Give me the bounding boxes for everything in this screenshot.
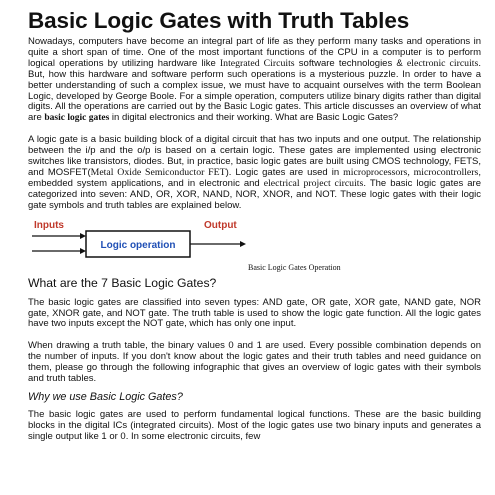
intro-text-3: . But, how this hardware and software perform such operations is a mysterious puzzle. In order to have a better understanding of such a complex issue, we must have to acquaint ourselves with the term Boolean Logic, developed by George Boole. For a simple operation, computers utilize binary digits rather than digital digits. All the operations are carried out by the Basic Logic gates. This article discusses an overview of what are <box>28 57 481 124</box>
def-text-2: ). Logic gates are used in <box>225 166 344 178</box>
def-link-micro: microprocessors, microcontrollers <box>343 166 479 178</box>
intro-paragraph <box>28 37 481 124</box>
truth-table-paragraph: When drawing a truth table, the binary values 0 and 1 are used. Every possible combination depends on the number of inputs. If you don't know about the logic gates and their truth tables and need guidance on them, please go through the following infographic that gives an overview of logic gates with their symbols and truth tables. <box>28 340 481 385</box>
def-text-1: A logic gate is a basic building block of a digital circuit that has two inputs and one output. The relationship between the i/p and the o/p is based on a certain logic. These gates are implemented using electronic switches like transistors, diodes. But, in practice, basic logic gates are built using CMOS technology, FETS, and MOSFET( <box>28 134 481 178</box>
inputs-label: Inputs <box>34 219 64 231</box>
section-heading-7-gates: What are the 7 Basic Logic Gates? <box>28 275 217 290</box>
intro-bold: basic logic gates <box>44 113 110 124</box>
types-paragraph: The basic logic gates are classified into seven types: AND gate, OR gate, XOR gate, NAND gate, NOR gate, XNOR gate, and NOT gate. The truth table is used to show the logic gate function. All the logic gates have two inputs except the NOT gate, which has only one input. <box>28 296 481 330</box>
page-title: Basic Logic Gates with Truth Tables <box>28 8 410 33</box>
logic-operation-diagram <box>28 217 328 261</box>
diagram-svg <box>28 217 328 261</box>
output-label: Output <box>204 219 237 231</box>
input-arrow-bottom-icon <box>80 248 86 254</box>
def-text-4: . The basic logic gates are categorized into seven: AND, OR, XOR, NAND, NOR, XNOR, and NOT. These logic gates with their logic gate symbols and truth tables are explained below. <box>28 177 481 211</box>
section-heading-why: Why we use Basic Logic Gates? <box>28 390 183 403</box>
intro-link-ic: Integrated Circuits <box>219 57 295 69</box>
def-link-projects: electrical project circuits <box>263 177 364 189</box>
why-paragraph: The basic logic gates are used to perform fundamental logical functions. These are the basic building blocks in the digital ICs (integrated circuits). Most of the logic gates use two binary inputs and generates a single output like 1 or 0. In some electronic circuits, few <box>28 408 481 442</box>
input-arrow-top-icon <box>80 233 86 239</box>
intro-text-1: Nowadays, computers have become an integral part of life as they perform many tasks and operations in quite a short span of time. One of the most important functions of the CPU in a computer is to perform logical operations by utilizing hardware like <box>28 36 481 69</box>
definition-paragraph <box>28 135 481 211</box>
intro-link-circuits: electronic circuits <box>406 57 479 69</box>
def-link-mosfet: Metal Oxide Semiconductor FET <box>90 166 226 178</box>
def-text-3: , embedded system applications, and in electronic and <box>28 166 481 189</box>
diagram-caption: Basic Logic Gates Operation <box>248 262 341 272</box>
output-arrow-icon <box>240 241 246 247</box>
intro-text-4: in digital electronics and their working. What are Basic Logic Gates? <box>109 112 399 124</box>
intro-text-2: software technologies & <box>294 57 407 69</box>
logic-operation-label: Logic operation <box>100 239 176 251</box>
